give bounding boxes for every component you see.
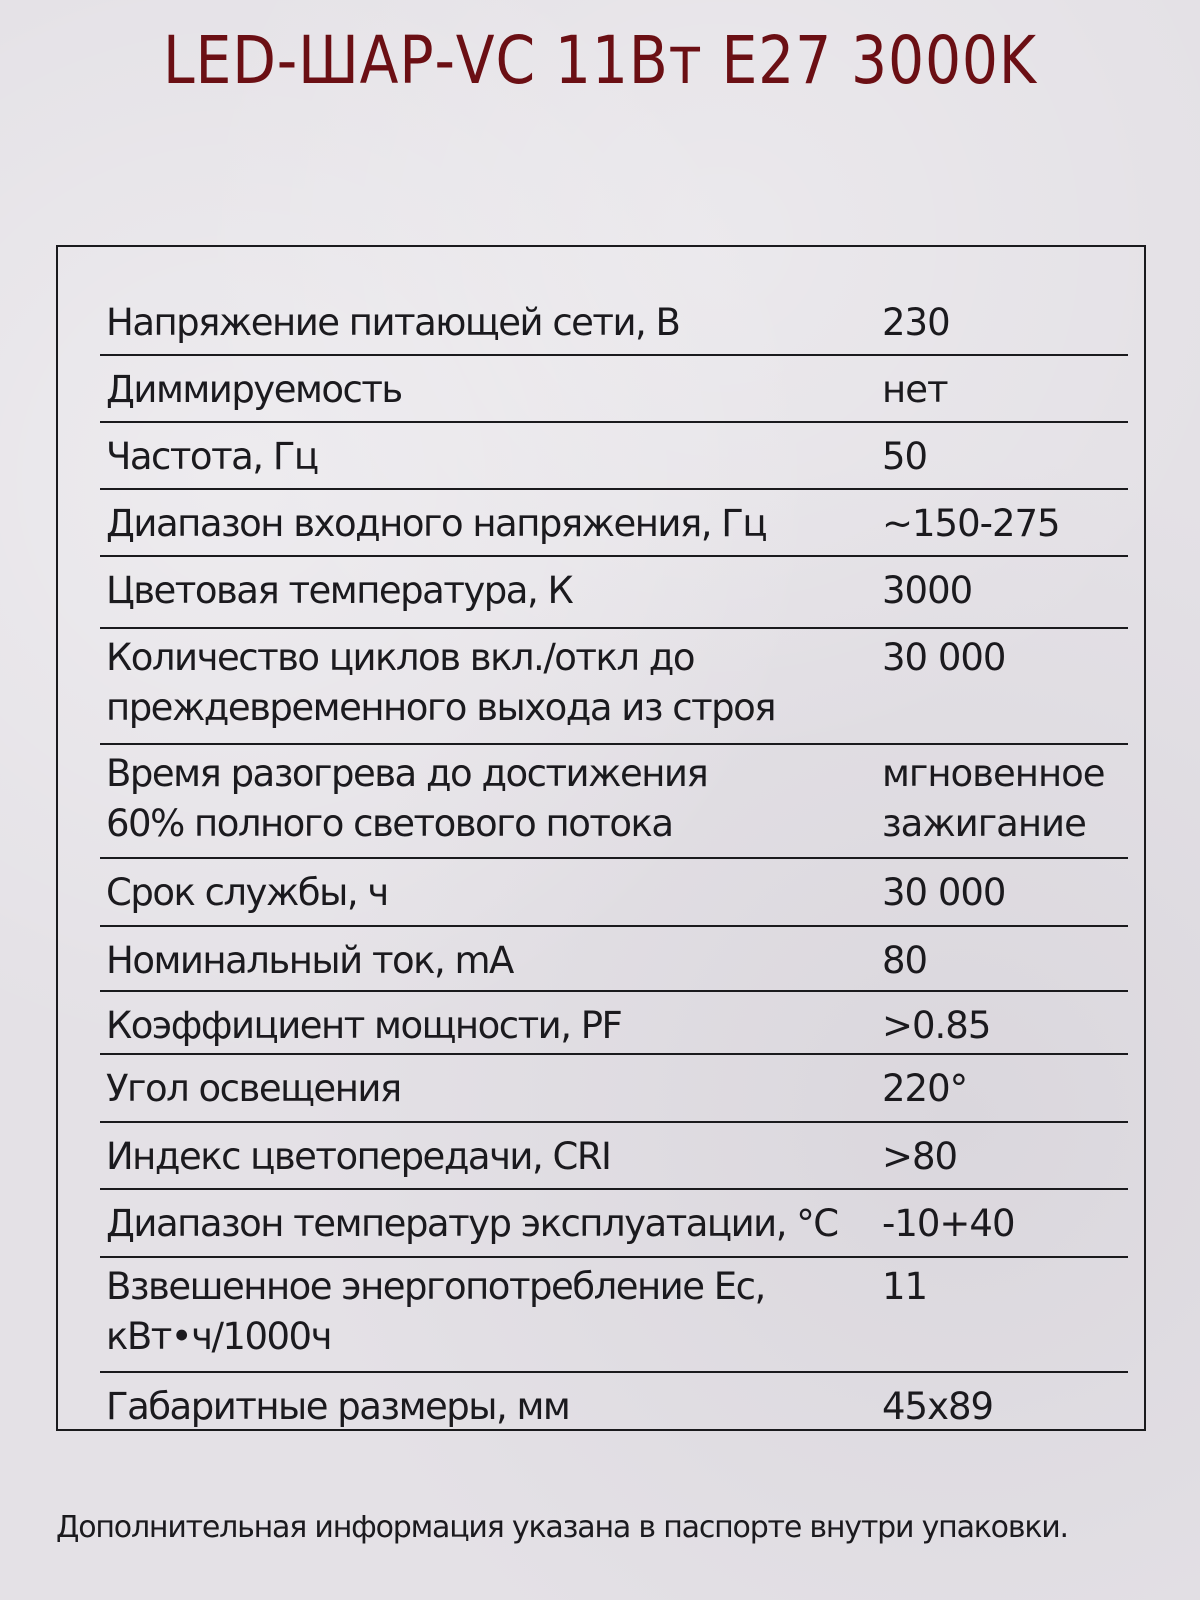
spec-label (100, 936, 882, 986)
spec-row (100, 1123, 1128, 1190)
spec-label-line: Цветовая температура, К (106, 569, 573, 612)
spec-value (882, 1199, 1128, 1249)
spec-label (100, 566, 882, 616)
spec-label (100, 1001, 882, 1051)
spec-value (882, 1382, 1128, 1432)
spec-label-line: Угол освещения (106, 1067, 401, 1110)
spec-label-line: Коэффициент мощности, PF (106, 1004, 622, 1047)
spec-value-line: нет (882, 368, 948, 411)
spec-row (100, 927, 1128, 992)
spec-value-line: 30 000 (882, 636, 1006, 679)
spec-label-line: преждевременного выхода из строя (106, 686, 776, 729)
specifications-box (56, 245, 1146, 1431)
spec-value (882, 365, 1128, 415)
spec-value-line: 80 (882, 939, 928, 982)
spec-value-line: 50 (882, 435, 928, 478)
spec-label (100, 298, 882, 348)
spec-value-line: >80 (882, 1135, 958, 1178)
spec-value-line: 11 (882, 1265, 928, 1308)
spec-row (100, 1190, 1128, 1258)
spec-label-line: кВт•ч/1000ч (106, 1315, 331, 1358)
spec-label-line: Частота, Гц (106, 435, 318, 478)
spec-label (100, 1382, 882, 1432)
spec-value (882, 1064, 1128, 1114)
spec-row (100, 1055, 1128, 1123)
spec-label (100, 365, 882, 415)
spec-row (100, 289, 1128, 356)
spec-value-line: зажигание (882, 802, 1086, 845)
spec-label (100, 633, 882, 733)
spec-label-line: Диапазон температур эксплуатации, °C (106, 1202, 838, 1245)
spec-value-line: ~150-275 (882, 502, 1060, 545)
spec-label-line: Номинальный ток, mA (106, 939, 513, 982)
spec-value (882, 499, 1128, 549)
spec-label-line: Время разогрева до достижения (106, 752, 708, 795)
spec-label (100, 868, 882, 918)
spec-value (882, 749, 1128, 849)
spec-value (882, 432, 1128, 482)
spec-label-line: Напряжение питающей сети, В (106, 301, 680, 344)
spec-label-line: Габаритные размеры, мм (106, 1385, 570, 1428)
spec-label-line: Взвешенное энергопотребление Ес, (106, 1265, 765, 1308)
spec-value (882, 298, 1128, 348)
spec-label (100, 1064, 882, 1114)
product-title: LED-ШАР-VC 11Вт E27 3000K (162, 22, 1037, 99)
spec-row (100, 992, 1128, 1055)
spec-label-line: Индекс цветопередачи, CRI (106, 1135, 611, 1178)
spec-value-line: мгновенное (882, 752, 1105, 795)
spec-value-line: 45x89 (882, 1385, 994, 1428)
spec-label (100, 432, 882, 482)
spec-row (100, 490, 1128, 557)
spec-value-line: >0.85 (882, 1004, 991, 1047)
spec-row (100, 1258, 1128, 1373)
spec-value (882, 1001, 1128, 1051)
spec-row (100, 356, 1128, 423)
spec-value (882, 566, 1128, 616)
spec-label (100, 1262, 882, 1362)
spec-value (882, 936, 1128, 986)
spec-value-line: -10+40 (882, 1202, 1015, 1245)
spec-row (100, 859, 1128, 927)
spec-label (100, 1132, 882, 1182)
spec-value-line: 3000 (882, 569, 973, 612)
footer-note: Дополнительная информация указана в паспорте внутри упаковки. (56, 1510, 1068, 1545)
spec-value (882, 1132, 1128, 1182)
spec-value (882, 1262, 1128, 1312)
spec-label (100, 499, 882, 549)
spec-value (882, 868, 1128, 918)
spec-label-line: Срок службы, ч (106, 871, 388, 914)
spec-row (100, 629, 1128, 745)
spec-value-line: 30 000 (882, 871, 1006, 914)
spec-row (100, 423, 1128, 490)
spec-label-line: Количество циклов вкл./откл до (106, 636, 694, 679)
spec-label (100, 749, 882, 849)
spec-label-line: Диапазон входного напряжения, Гц (106, 502, 767, 545)
spec-row (100, 1373, 1128, 1447)
spec-label (100, 1199, 882, 1249)
spec-row (100, 745, 1128, 859)
spec-label-line: 60% полного светового потока (106, 802, 673, 845)
spec-value-line: 230 (882, 301, 950, 344)
spec-value-line: 220° (882, 1067, 968, 1110)
specifications-table (100, 289, 1128, 1447)
spec-row (100, 557, 1128, 629)
spec-label-line: Диммируемость (106, 368, 402, 411)
spec-value (882, 633, 1128, 683)
